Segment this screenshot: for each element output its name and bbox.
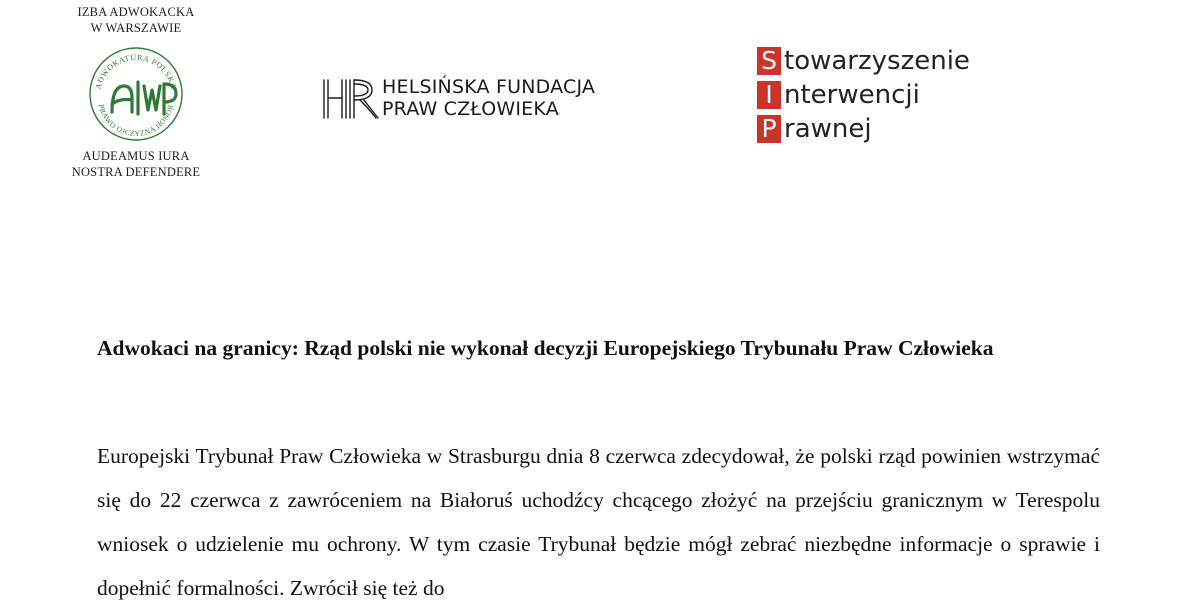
sip-letter-box: P (757, 115, 781, 143)
seal-ring-top-text: ADWOKATURA POLSKA (93, 52, 179, 91)
izba-adwokacka-logo (62, 4, 210, 180)
sip-row-3 (757, 113, 970, 144)
hfpc-name-line1: HELSIŃSKA FUNDACJA (382, 76, 596, 98)
hfpc-logo (318, 72, 595, 124)
adwokatura-seal-icon (86, 42, 186, 142)
sip-word: rawnej (784, 113, 872, 144)
sip-logo (757, 45, 970, 147)
sip-row-2 (757, 79, 970, 110)
sip-letter-box: I (757, 81, 781, 109)
sip-row-1 (757, 45, 970, 76)
hfpc-hr-monogram-icon (318, 72, 380, 124)
izba-name-line2: W WARSZAWIE (90, 21, 182, 35)
sip-word: towarzyszenie (784, 45, 970, 76)
izba-motto-line1: AUDEAMUS IURA (82, 149, 190, 163)
sip-letter-box: S (757, 47, 781, 75)
sip-word: nterwencji (784, 79, 920, 110)
izba-motto-line2: NOSTRA DEFENDERE (71, 165, 201, 179)
document-paragraph: Europejski Trybunał Praw Człowieka w Strasburgu dnia 8 czerwca zdecydował, że polski rząd powinien wstrzymać się do 22 czerwca z zawróceniem na Białoruś uchodźcy chcącego złożyć na przejściu granicznym w Terespolu wniosek o udzielenie mu ochrony. W tym czasie Trybunał będzie mógł zebrać niezbędne informacje o sprawie i dopełnić formalności. Zwrócił się też do (97, 444, 1100, 600)
document-title: Adwokaci na granicy: Rząd polski nie wykonał decyzji Europejskiego Trybunału Praw Człowieka (97, 336, 994, 360)
seal-ring-bottom-text: PRAWO OJCZYZNA HONOR (96, 103, 176, 139)
izba-name-line1: IZBA ADWOKACKA (77, 5, 195, 19)
hfpc-name-line2: PRAW CZŁOWIEKA (382, 98, 559, 120)
